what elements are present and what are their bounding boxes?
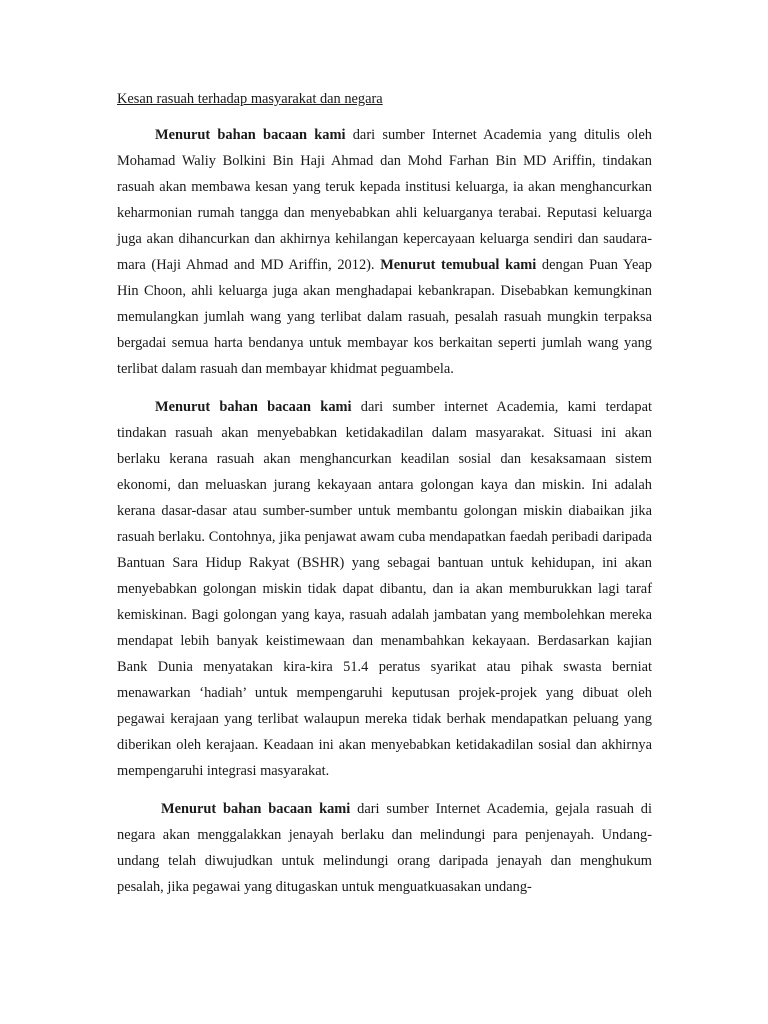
run-text: dari sumber internet Academia, kami terdapat tindakan rasuah akan menyebabkan ketidakadilan dalam masyarakat. Situasi ini akan berlaku kerana rasuah akan menghancurkan keadilan sosial dan kesaksamaan sistem ekonomi, dan meluaskan jurang kekayaan antara golongan kaya dan miskin. Ini adalah kerana dasar-dasar atau sumber-sumber untuk membantu golongan miskin diabaikan jika rasuah berlaku. Contohnya, jika penjawat awam cuba mendapatkan faedah peribadi daripada Bantuan Sara Hidup Rakyat (BSHR) yang sebagai bantuan untuk kehidupan, ini akan menyebabkan golongan miskin tidak dapat dibantu, dan ia akan memburukkan lagi taraf kemiskinan. Bagi golongan yang kaya, rasuah adalah jambatan yang membolehkan mereka mendapat lebih banyak keistimewaan dan menambahkan kekayaan. Berdasarkan kajian Bank Dunia menyatakan kira-kira 51.4 peratus syarikat atau pihak swasta berniat menawarkan ‘hadiah’ untuk mempengaruhi keputusan projek-projek yang dibuat oleh pegawai kerajaan yang terlibat walaupun mereka tidak berhak mendapatkan peluang yang diberikan oleh kerajaan. Keadaan ini akan menyebabkan ketidakadilan sosial dan akhirnya mempengaruhi integrasi masyarakat. [117,399,652,779]
run-text: dari sumber Internet Academia yang ditulis oleh Mohamad Waliy Bolkini Bin Haji Ahmad dan Mohd Farhan Bin MD Ariffin, tindakan rasuah akan membawa kesan yang teruk kepada institusi keluarga, ia akan menghancurkan keharmonian rumah tangga dan menyebabkan ahli keluarganya terabai. Reputasi keluarga juga akan dihancurkan dan akhirnya kehilangan kepercayaan keluarga sendiri dan saudara-mara (Haji Ahmad and MD Ariffin, 2012). [117,127,652,273]
run-bold: Menurut bahan bacaan kami [155,399,352,415]
run-bold: Menurut bahan bacaan kami [161,801,351,817]
paragraph-3 [117,796,652,900]
run-text: dari sumber Internet Academia, gejala rasuah di negara akan menggalakkan jenayah berlaku dan melindungi para penjenayah. Undang-undang telah diwujudkan untuk melindungi orang daripada jenayah dan menghukum pesalah, jika pegawai yang ditugaskan untuk menguatkuasakan undang- [117,801,652,895]
run-bold: Menurut bahan bacaan kami [155,127,346,143]
document-body [117,86,652,912]
paragraph-2 [117,394,652,784]
paragraph-1 [117,122,652,382]
run-bold: Menurut temubual kami [380,257,537,273]
run-text: dengan Puan Yeap Hin Choon, ahli keluarga juga akan menghadapai kebankrapan. Disebabkan kemungkinan memulangkan jumlah wang yang terlibat dalam rasuah, pesalah rasuah mungkin terpaksa bergadai semua harta bendanya untuk membayar kos berkaitan seperti jumlah wang yang terlibat dalam rasuah dan membayar khidmat peguambela. [117,257,652,377]
document-title: Kesan rasuah terhadap masyarakat dan negara [117,91,383,107]
